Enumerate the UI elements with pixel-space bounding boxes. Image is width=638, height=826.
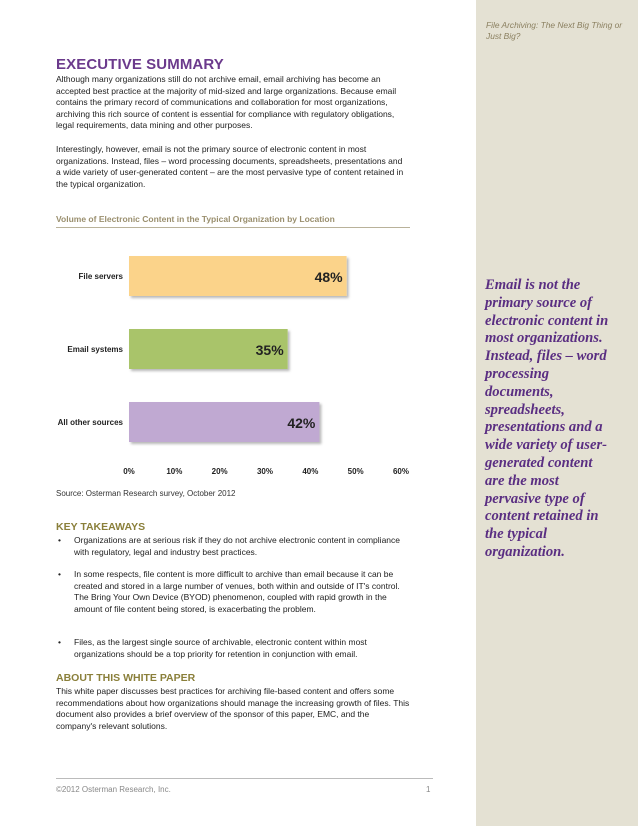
data-label: 35% xyxy=(255,342,284,358)
chart-source: Source: Osterman Research survey, October 2012 xyxy=(56,489,236,498)
executive-summary-heading: EXECUTIVE SUMMARY xyxy=(56,56,224,73)
bullet-marker: • xyxy=(58,637,61,647)
chart-title: Volume of Electronic Content in the Typical Organization by Location xyxy=(56,214,335,224)
x-tick-label: 20% xyxy=(211,467,228,476)
category-label: All other sources xyxy=(57,418,123,427)
key-takeaways-heading: KEY TAKEAWAYS xyxy=(56,521,146,533)
takeaway-text: In some respects, file content is more difficult to archive than email because it can be created and stored in a large number of venues, both within and outside of IT's control. The Bring Your Own Device (BYOD) phenomenon, coupled with rapid growth in the amount of file content being stored, is exacerbating the problem. xyxy=(74,569,400,614)
x-tick-label: 40% xyxy=(302,467,319,476)
data-label: 42% xyxy=(287,415,316,431)
takeaway-item xyxy=(56,535,406,558)
x-tick-label: 50% xyxy=(347,467,364,476)
page-number: 1 xyxy=(426,785,431,794)
running-head: File Archiving: The Next Big Thing or Just Big? xyxy=(486,20,623,41)
takeaway-text: Organizations are at serious risk if they do not archive electronic content in compliance with regulatory, legal and industry best practices. xyxy=(74,535,400,557)
chart-title-rule xyxy=(56,227,410,228)
category-label: Email systems xyxy=(67,345,123,354)
takeaway-item xyxy=(56,569,406,615)
x-tick-label: 10% xyxy=(166,467,183,476)
about-heading: ABOUT THIS WHITE PAPER xyxy=(56,672,196,684)
summary-paragraph-1: Although many organizations still do not archive email, email archiving has become an accepted best practice at the majority of mid-sized and large organizations. Because email contains the primary record of communications and collaboration for most organizations, archiving this rich source of content is essential for compliance with regulatory obligations, legal requirements, data mining and other purposes. xyxy=(56,74,397,131)
footer-rule xyxy=(56,778,433,779)
footer-copyright: ©2012 Osterman Research, Inc. xyxy=(56,785,171,794)
bullet-marker: • xyxy=(58,569,61,579)
bullet-marker: • xyxy=(58,535,61,545)
summary-paragraph-2: Interestingly, however, email is not the primary source of electronic content in most organizations. Instead, files – word processing documents, spreadsheets, presentations and a wide variety of user-generated content – are the most pervasive type of content retained in the typical organization. xyxy=(56,144,404,189)
category-label: File servers xyxy=(78,272,123,281)
takeaway-text: Files, as the largest single source of archivable, electronic content within most organizations should be a top priority for retention in conjunction with email. xyxy=(74,637,367,659)
data-label: 48% xyxy=(314,269,343,285)
about-paragraph: This white paper discusses best practices for archiving file-based content and offers some recommendations about how organizations should manage the increasing growth of files. This document also provides a brief overview of the sponsor of this paper, EMC, and the company's relevant solutions. xyxy=(56,686,410,731)
takeaway-item xyxy=(56,637,406,660)
x-tick-label: 60% xyxy=(392,467,410,476)
bar-chart xyxy=(56,240,416,480)
pull-quote: Email is not the primary source of electronic content in most organizations. Instead, files – word processing documents, spreadsheets, presentations and a wide variety of user-generated content are the most pervasive type of content retained in the typical organization. xyxy=(485,277,609,560)
x-tick-label: 0% xyxy=(123,467,135,476)
x-tick-label: 30% xyxy=(256,467,274,476)
